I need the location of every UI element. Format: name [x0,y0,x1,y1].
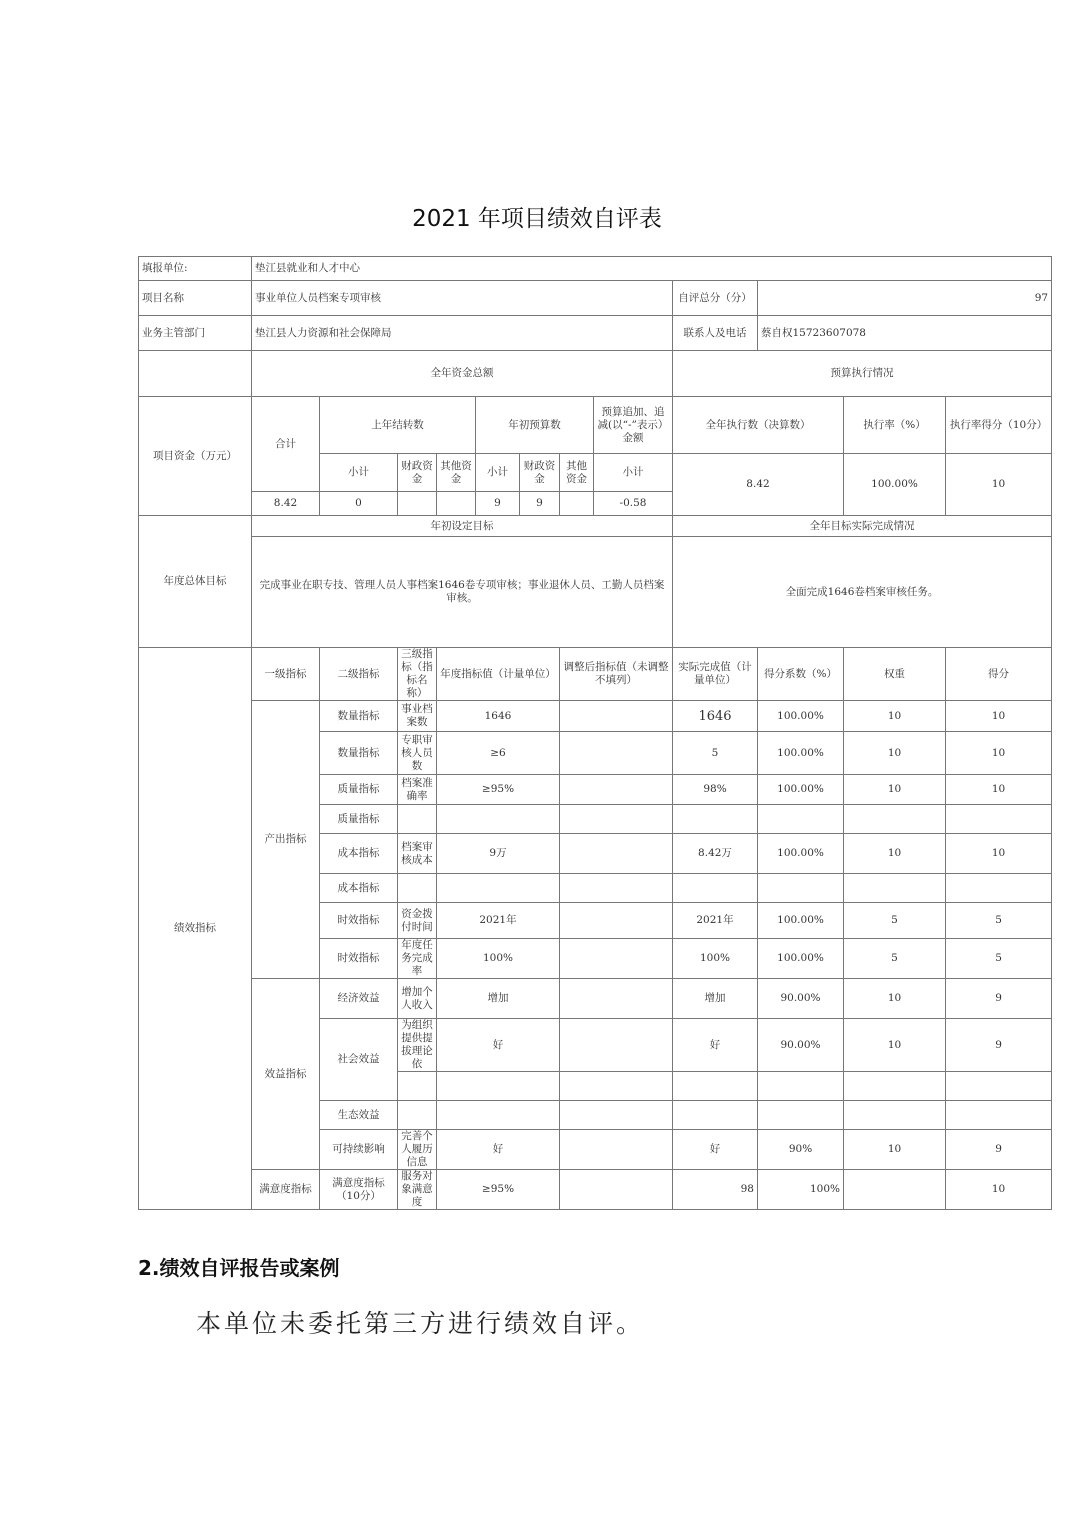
col-level2: 二级指标 [320,648,398,701]
level3-cell: 为组织提供提拔理论依 [398,1019,437,1072]
score-cell: 10 [946,775,1052,805]
carry-other-label: 其他资金 [437,454,476,492]
level2-cell: 可持续影响 [320,1130,398,1170]
target-cell: ≥95% [437,1170,560,1210]
level3-cell: 服务对象满意度 [398,1170,437,1210]
annual-exec-label: 全年执行数（决算数） [673,397,844,454]
init-fiscal-value: 9 [520,492,560,516]
level2-cell: 生态效益 [320,1101,398,1130]
col-coef: 得分系数（%） [758,648,844,701]
actual-cell: 增加 [673,979,758,1019]
exec-rate-label: 执行率（%） [844,397,946,454]
coef-cell [758,805,844,834]
weight-cell: 10 [844,701,946,732]
weight-cell [844,1072,946,1101]
actual-cell: 98 [673,1170,758,1210]
performance-evaluation-table [138,256,1052,1210]
col-target: 年度指标值（计量单位） [437,648,560,701]
level2-cell: 质量指标 [320,805,398,834]
planned-goal-label: 年初设定目标 [252,516,673,537]
exec-rate-score-label: 执行率得分（10分） [946,397,1052,454]
level3-cell: 增加个人收入 [398,979,437,1019]
indicators-label: 绩效指标 [139,648,252,1210]
score-cell: 5 [946,939,1052,979]
level2-cell: 数量指标 [320,701,398,732]
coef-cell: 100% [758,1170,844,1210]
actual-cell: 98% [673,775,758,805]
adjusted-cell [560,1019,673,1072]
col-adjusted: 调整后指标值（未调整不填列） [560,648,673,701]
target-cell: 100% [437,939,560,979]
dept-value: 垫江县人力资源和社会保障局 [252,316,673,351]
score-cell [946,805,1052,834]
adjusted-cell [560,1130,673,1170]
adjusted-cell [560,805,673,834]
section-heading: 2.绩效自评报告或案例 [138,1256,340,1280]
coef-cell: 90% [758,1130,844,1170]
actual-cell [673,1101,758,1130]
score-cell: 10 [946,701,1052,732]
weight-cell [844,1101,946,1130]
coef-cell [758,874,844,903]
score-cell: 10 [946,834,1052,874]
unit-label: 填报单位: [139,257,252,281]
level3-cell: 事业档案数 [398,701,437,732]
adjusted-cell [560,874,673,903]
init-other-label: 其他资金 [560,454,594,492]
target-cell: 2021年 [437,903,560,939]
adjusted-cell [560,939,673,979]
actual-cell [673,805,758,834]
contact-value: 蔡自权15723607078 [758,316,1052,351]
init-subtotal-value: 9 [476,492,520,516]
weight-cell [844,1170,946,1210]
self-score-label: 自评总分（分） [673,281,758,316]
coef-cell: 100.00% [758,701,844,732]
col-actual: 实际完成值（计量单位） [673,648,758,701]
self-score-value: 97 [758,281,1052,316]
annual-goal-label: 年度总体目标 [139,516,252,648]
level3-cell [398,1072,437,1101]
target-cell: 1646 [437,701,560,732]
score-cell: 9 [946,1019,1052,1072]
level3-cell: 完善个人履历信息 [398,1130,437,1170]
target-cell [437,1072,560,1101]
target-cell: 9万 [437,834,560,874]
actual-cell: 2021年 [673,903,758,939]
score-cell [946,1101,1052,1130]
coef-cell [758,1101,844,1130]
carry-subtotal-label: 小计 [320,454,398,492]
score-cell: 9 [946,1130,1052,1170]
section-paragraph: 本单位未委托第三方进行绩效自评。 [196,1309,645,1338]
project-name-label: 项目名称 [139,281,252,316]
target-cell: ≥95% [437,775,560,805]
unit-value: 垫江县就业和人才中心 [252,257,1052,281]
group-benefit: 效益指标 [252,979,320,1170]
score-cell: 9 [946,979,1052,1019]
weight-cell: 10 [844,1019,946,1072]
score-cell [946,1072,1052,1101]
target-cell [437,874,560,903]
adjusted-cell [560,732,673,775]
actual-cell [673,874,758,903]
coef-cell: 100.00% [758,775,844,805]
level2-cell: 时效指标 [320,903,398,939]
col-score: 得分 [946,648,1052,701]
carry-other-value [437,492,476,516]
score-cell: 5 [946,903,1052,939]
carry-fiscal-label: 财政资金 [398,454,437,492]
score-cell [946,874,1052,903]
adjusted-cell [560,834,673,874]
funds-blank-cell [139,351,252,397]
coef-cell: 100.00% [758,903,844,939]
col-level1: 一级指标 [252,648,320,701]
adjusted-cell [560,1101,673,1130]
target-cell: 好 [437,1130,560,1170]
funds-sum-value: 8.42 [252,492,320,516]
level2-cell: 成本指标 [320,834,398,874]
init-subtotal-label: 小计 [476,454,520,492]
level3-cell [398,874,437,903]
target-cell [437,805,560,834]
budget-exec-label: 预算执行情况 [673,351,1052,397]
weight-cell: 10 [844,979,946,1019]
weight-cell: 5 [844,939,946,979]
weight-cell: 10 [844,1130,946,1170]
planned-goal-text: 完成事业在职专技、管理人员人事档案1646卷专项审核；事业退休人员、工勤人员档案审核。 [252,537,673,648]
project-name-value: 事业单位人员档案专项审核 [252,281,673,316]
level2-cell: 时效指标 [320,939,398,979]
init-fiscal-label: 财政资金 [520,454,560,492]
actual-cell: 1646 [673,701,758,732]
adjusted-cell [560,775,673,805]
level2-cell: 成本指标 [320,874,398,903]
level3-cell: 档案准确率 [398,775,437,805]
coef-cell: 100.00% [758,834,844,874]
exec-rate-score-value: 10 [946,454,1052,516]
adjusted-cell [560,979,673,1019]
carryover-label: 上年结转数 [320,397,476,454]
actual-goal-label: 全年目标实际完成情况 [673,516,1052,537]
level3-cell: 资金拨付时间 [398,903,437,939]
weight-cell [844,805,946,834]
weight-cell: 10 [844,775,946,805]
score-cell: 10 [946,1170,1052,1210]
level2-cell: 满意度指标（10分） [320,1170,398,1210]
adjust-subtotal-value: -0.58 [594,492,673,516]
coef-cell: 100.00% [758,939,844,979]
page-title: 2021 年项目绩效自评表 [412,206,662,232]
target-cell: 好 [437,1019,560,1072]
level2-cell: 社会效益 [320,1019,398,1101]
exec-rate-value: 100.00% [844,454,946,516]
col-weight: 权重 [844,648,946,701]
project-funds-label: 项目资金（万元） [139,397,252,516]
budget-adjust-label: 预算追加、追减(以“-”表示）金额 [594,397,673,454]
init-other-value [560,492,594,516]
adjusted-cell [560,1072,673,1101]
level3-cell [398,1101,437,1130]
col-level3: 三级指标（指标名称） [398,648,437,701]
level3-cell: 档案审核成本 [398,834,437,874]
carry-subtotal-value: 0 [320,492,398,516]
weight-cell [844,874,946,903]
adjusted-cell [560,701,673,732]
dept-label: 业务主管部门 [139,316,252,351]
actual-goal-text: 全面完成1646卷档案审核任务。 [673,537,1052,648]
weight-cell: 10 [844,732,946,775]
weight-cell: 10 [844,834,946,874]
total-funds-label: 全年资金总额 [252,351,673,397]
level2-cell: 质量指标 [320,775,398,805]
adjust-subtotal-label: 小计 [594,454,673,492]
actual-cell: 100% [673,939,758,979]
group-satisfaction: 满意度指标 [252,1170,320,1210]
funds-sum-label: 合计 [252,397,320,492]
actual-cell: 好 [673,1019,758,1072]
carry-fiscal-value [398,492,437,516]
level2-cell: 经济效益 [320,979,398,1019]
initial-budget-label: 年初预算数 [476,397,594,454]
level3-cell: 年度任务完成率 [398,939,437,979]
coef-cell: 90.00% [758,979,844,1019]
coef-cell [758,1072,844,1101]
annual-exec-value: 8.42 [673,454,844,516]
actual-cell [673,1072,758,1101]
actual-cell: 8.42万 [673,834,758,874]
score-cell: 10 [946,732,1052,775]
target-cell: 增加 [437,979,560,1019]
target-cell: ≥6 [437,732,560,775]
level2-cell: 数量指标 [320,732,398,775]
coef-cell: 100.00% [758,732,844,775]
adjusted-cell [560,1170,673,1210]
level3-cell: 专职审核人员数 [398,732,437,775]
group-output: 产出指标 [252,701,320,979]
weight-cell: 5 [844,903,946,939]
actual-cell: 好 [673,1130,758,1170]
target-cell [437,1101,560,1130]
adjusted-cell [560,903,673,939]
coef-cell: 90.00% [758,1019,844,1072]
actual-cell: 5 [673,732,758,775]
contact-label: 联系人及电话 [673,316,758,351]
level3-cell [398,805,437,834]
